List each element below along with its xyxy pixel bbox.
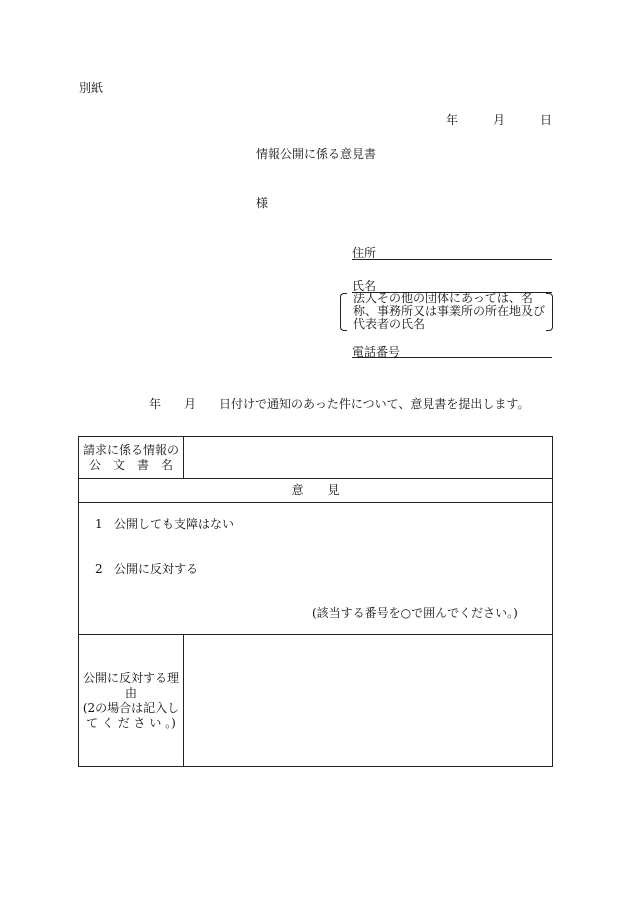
reason-label-line4: て く だ さ い 。) (86, 715, 176, 730)
phone-line[interactable] (352, 357, 552, 358)
date-month: 月 (493, 113, 506, 127)
option2-text: 公開に反対する (114, 562, 199, 576)
reason-row (79, 635, 553, 767)
intro-month: 月 (184, 397, 197, 411)
date-day: 日 (540, 113, 553, 127)
request-doc-label-line2: 公 文 書 名 (88, 457, 173, 472)
opinion-header-row (79, 479, 553, 503)
circle-instruction: (該当する番号を○で囲んでください。) (312, 606, 518, 620)
option1-number: 1 (95, 517, 103, 531)
option2-number: 2 (95, 562, 103, 576)
intro-sentence: 日付けで通知のあった件について、意見書を提出します。 (219, 397, 530, 411)
request-doc-label-cell (79, 437, 184, 479)
address-line[interactable] (352, 259, 552, 260)
request-doc-label-line1: 請求に係る情報の (82, 442, 179, 457)
attachment-label: 別紙 (79, 81, 104, 95)
reason-value-cell[interactable] (184, 635, 553, 767)
option1-text: 公開しても支障はない (114, 517, 235, 531)
opinion-options-row (79, 503, 553, 635)
intro-year: 年 (149, 397, 162, 411)
address-label: 住所 (352, 246, 377, 260)
phone-label: 電話番号 (352, 345, 401, 359)
reason-label-line2: 由 (124, 685, 137, 700)
document-title: 情報公開に係る意見書 (256, 147, 377, 161)
reason-label-line1: 公開に反対する理 (82, 670, 179, 685)
reason-label-line3: (2の場合は記入し (82, 700, 180, 715)
name-label: 氏名 (352, 279, 377, 293)
opinion-header: 意 見 (79, 479, 553, 503)
date-year: 年 (446, 113, 459, 127)
opinion-table (78, 436, 553, 767)
addressee-suffix: 様 (256, 196, 269, 210)
opinion-options-cell[interactable] (79, 503, 553, 635)
request-doc-value-cell[interactable] (184, 437, 553, 479)
corporate-note: 法人その他の団体にあっては、名称、事務所又は事業所の所在地及び代表者の氏名 (353, 291, 546, 331)
request-doc-row (79, 437, 553, 479)
reason-label-cell (79, 635, 184, 767)
